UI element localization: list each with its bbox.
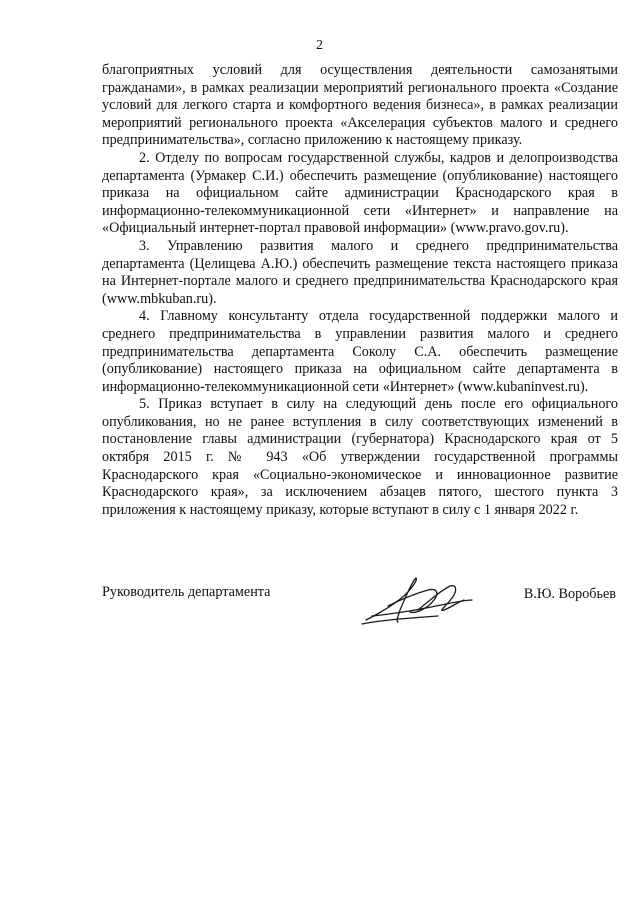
paragraph-item-4: 4. Главному консультанту отдела государственной поддержки малого и среднего предпринимательства в управлении развития малого и среднего предпринимательства департамента Соколу С.А. обеспечить размещение (опубликование) настоящего приказа на официальном сайте департамента в информационно-телекоммуникационной сети «Интернет» (www.kubaninvest.ru).	[102, 308, 618, 395]
paragraph-continuation: благоприятных условий для осуществления деятельности самозанятыми гражданами», в рамках реализации мероприятий регионального проекта «Создание условий для легкого старта и комфортного ведения бизнеса», в рамках реализации мероприятий регионального проекта «Акселерация субъектов малого и среднего предпринимательства», согласно приложению к настоящему приказу.	[102, 62, 618, 149]
signatory-name: В.Ю. Воробьев	[523, 586, 616, 602]
page-number: 2	[316, 38, 323, 53]
document-body	[102, 62, 618, 519]
paragraph-item-3: 3. Управлению развития малого и среднего предпринимательства департамента (Целищева А.Ю.) обеспечить размещение текста настоящего приказа на Интернет-портале малого и среднего предпринимательства Краснодарского края (www.mbkuban.ru).	[102, 237, 618, 307]
handwritten-signature	[358, 570, 478, 630]
paragraph-item-5: 5. Приказ вступает в силу на следующий день после его официального опубликования, но не ранее вступления в силу соответствующих изменений в постановление главы администрации (губернатора) Краснодарского края от 5 октября 2015 г. № 943 «Об утверждении государственной программы Краснодарского края «Социально-экономическое и инновационное развитие Краснодарского края», за исключением абзацев пятого, шестого пункта 3 приложения к настоящему приказу, которые вступают в силу с 1 января 2022 г.	[102, 396, 618, 518]
signature-block	[102, 570, 618, 640]
paragraph-item-2: 2. Отделу по вопросам государственной службы, кадров и делопроизводства департамента (Урмакер С.И.) обеспечить размещение (опубликование) настоящего приказа на официальном сайте администрации Краснодарского края в информационно-телекоммуникационной сети «Интернет» и направление на «Официальный интернет-портал правовой информации» (www.pravo.gov.ru).	[102, 149, 618, 237]
signatory-position: Руководитель департамента	[102, 584, 271, 600]
